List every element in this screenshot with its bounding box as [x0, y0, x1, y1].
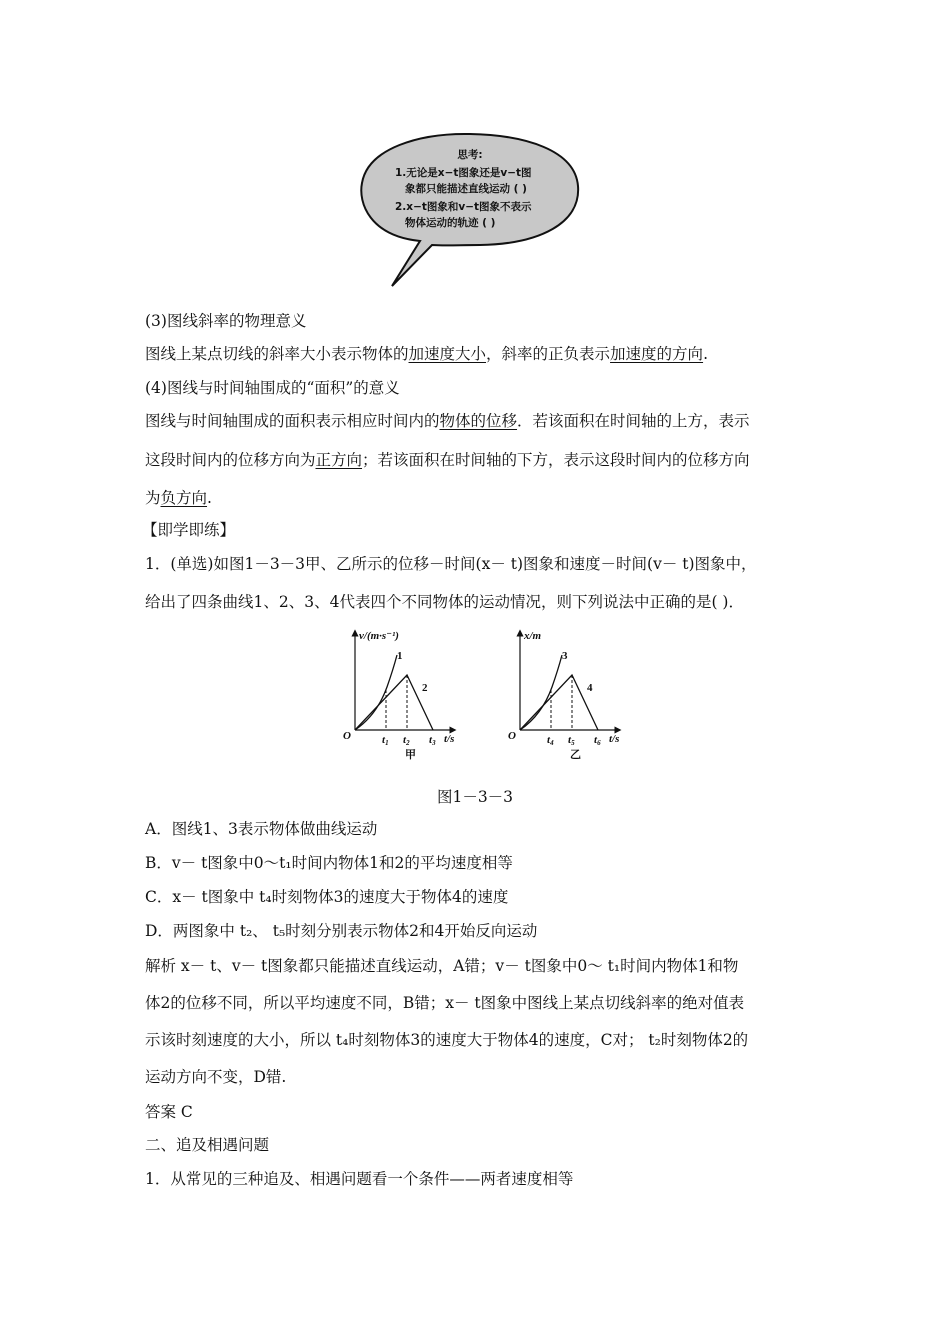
curve-3-label: 3 [562, 650, 568, 662]
bubble-title: 思考: [457, 149, 483, 161]
option-c: C．x－ t图象中 t₄时刻物体3的速度大于物体4的速度 [145, 888, 509, 906]
s3-text-c: . [703, 345, 708, 363]
s4-l3-a: 为 [145, 489, 161, 507]
s4-l1-a: 图线与时间轴围成的面积表示相应时间内的 [145, 412, 440, 430]
t3-label: t3 [429, 734, 436, 747]
s4-l3-b: . [207, 489, 212, 507]
analysis-line-1: 解析 x－ t、v－ t图象都只能描述直线运动，A错；v－ t图象中0～ t₁时间内物体1和物 [145, 957, 739, 975]
y-label: x/m [524, 630, 542, 642]
option-b: B．v－ t图象中0～t₁时间内物体1和2的平均速度相等 [145, 854, 513, 872]
curve-1-label: 1 [397, 650, 403, 662]
bubble-line-2: 象都只能描述直线运动 ( ) [405, 183, 527, 195]
s3-underline-1: 加速度大小 [408, 345, 487, 363]
section-2-heading: 二、追及相遇问题 [145, 1136, 270, 1154]
section-3-paragraph [145, 343, 708, 365]
t6-label: t6 [594, 734, 601, 747]
s3-text-b: ，斜率的正负表示 [486, 345, 611, 363]
origin-label: O [508, 730, 516, 742]
analysis-line-2: 体2的位移不同，所以平均速度不同，B错；x－ t图象中图线上某点切线斜率的绝对值表 [145, 994, 745, 1012]
graph-name: 乙 [570, 749, 581, 761]
thinking-bubble [350, 128, 590, 293]
s4-l1-b: ．若该面积在时间轴的上方，表示 [517, 412, 750, 430]
section-4-heading: (4)图线与时间轴围成的“面积”的意义 [145, 379, 400, 397]
s4-l1-underline: 物体的位移 [439, 412, 518, 430]
section-4-line-1 [145, 410, 750, 432]
origin-label: O [343, 730, 351, 742]
graph-jia [325, 625, 475, 765]
option-d: D．两图象中 t₂、 t₅时刻分别表示物体2和4开始反向运动 [145, 922, 538, 940]
s4-l3-underline: 负方向 [160, 489, 208, 507]
section-2-item-1: 1．从常见的三种追及、相遇问题看一个条件——两者速度相等 [145, 1170, 574, 1188]
answer: 答案 C [145, 1103, 193, 1121]
question-1-line-2: 给出了四条曲线1、2、3、4代表四个不同物体的运动情况，则下列说法中正确的是( )． [145, 593, 744, 611]
bubble-line-3: 2.x−t图象和v−t图象不表示 [395, 201, 532, 213]
question-1-line-1: 1．(单选)如图1－3－3甲、乙所示的位移－时间(x－ t)图象和速度－时间(v－ t)图象中， [145, 555, 757, 573]
practice-heading: 【即学即练】 [142, 521, 236, 539]
graph-name: 甲 [405, 749, 416, 761]
section-4-line-3 [145, 487, 212, 509]
analysis-line-4: 运动方向不变，D错. [145, 1068, 287, 1086]
t4-label: t4 [547, 734, 554, 747]
t2-label: t2 [403, 734, 410, 747]
t5-label: t5 [568, 734, 575, 747]
s3-underline-2: 加速度的方向 [610, 345, 704, 363]
t1-label: t1 [382, 734, 389, 747]
bubble-line-4: 物体运动的轨迹 ( ) [405, 217, 496, 229]
analysis-line-3: 示该时刻速度的大小，所以 t₄时刻物体3的速度大于物体4的速度，C对； t₂时刻物体2的 [145, 1031, 749, 1049]
s4-l2-underline: 正方向 [315, 451, 363, 469]
curve-4-label: 4 [587, 682, 593, 694]
graph-yi [490, 625, 640, 765]
y-label: v/(m·s⁻¹) [359, 630, 399, 642]
curve-2-label: 2 [422, 682, 428, 694]
figure-caption: 图1－3－3 [436, 788, 514, 806]
bubble-line-1: 1.无论是x−t图象还是v−t图 [395, 167, 532, 179]
section-4-line-2 [145, 449, 750, 471]
x-label: t/s [609, 733, 620, 745]
s4-l2-b: ；若该面积在时间轴的下方，表示这段时间内的位移方向 [362, 451, 750, 469]
option-a: A．图线1、3表示物体做曲线运动 [145, 820, 378, 838]
section-3-heading: (3)图线斜率的物理意义 [145, 312, 307, 330]
x-label: t/s [444, 733, 455, 745]
s3-text-a: 图线上某点切线的斜率大小表示物体的 [145, 345, 409, 363]
s4-l2-a: 这段时间内的位移方向为 [145, 451, 316, 469]
